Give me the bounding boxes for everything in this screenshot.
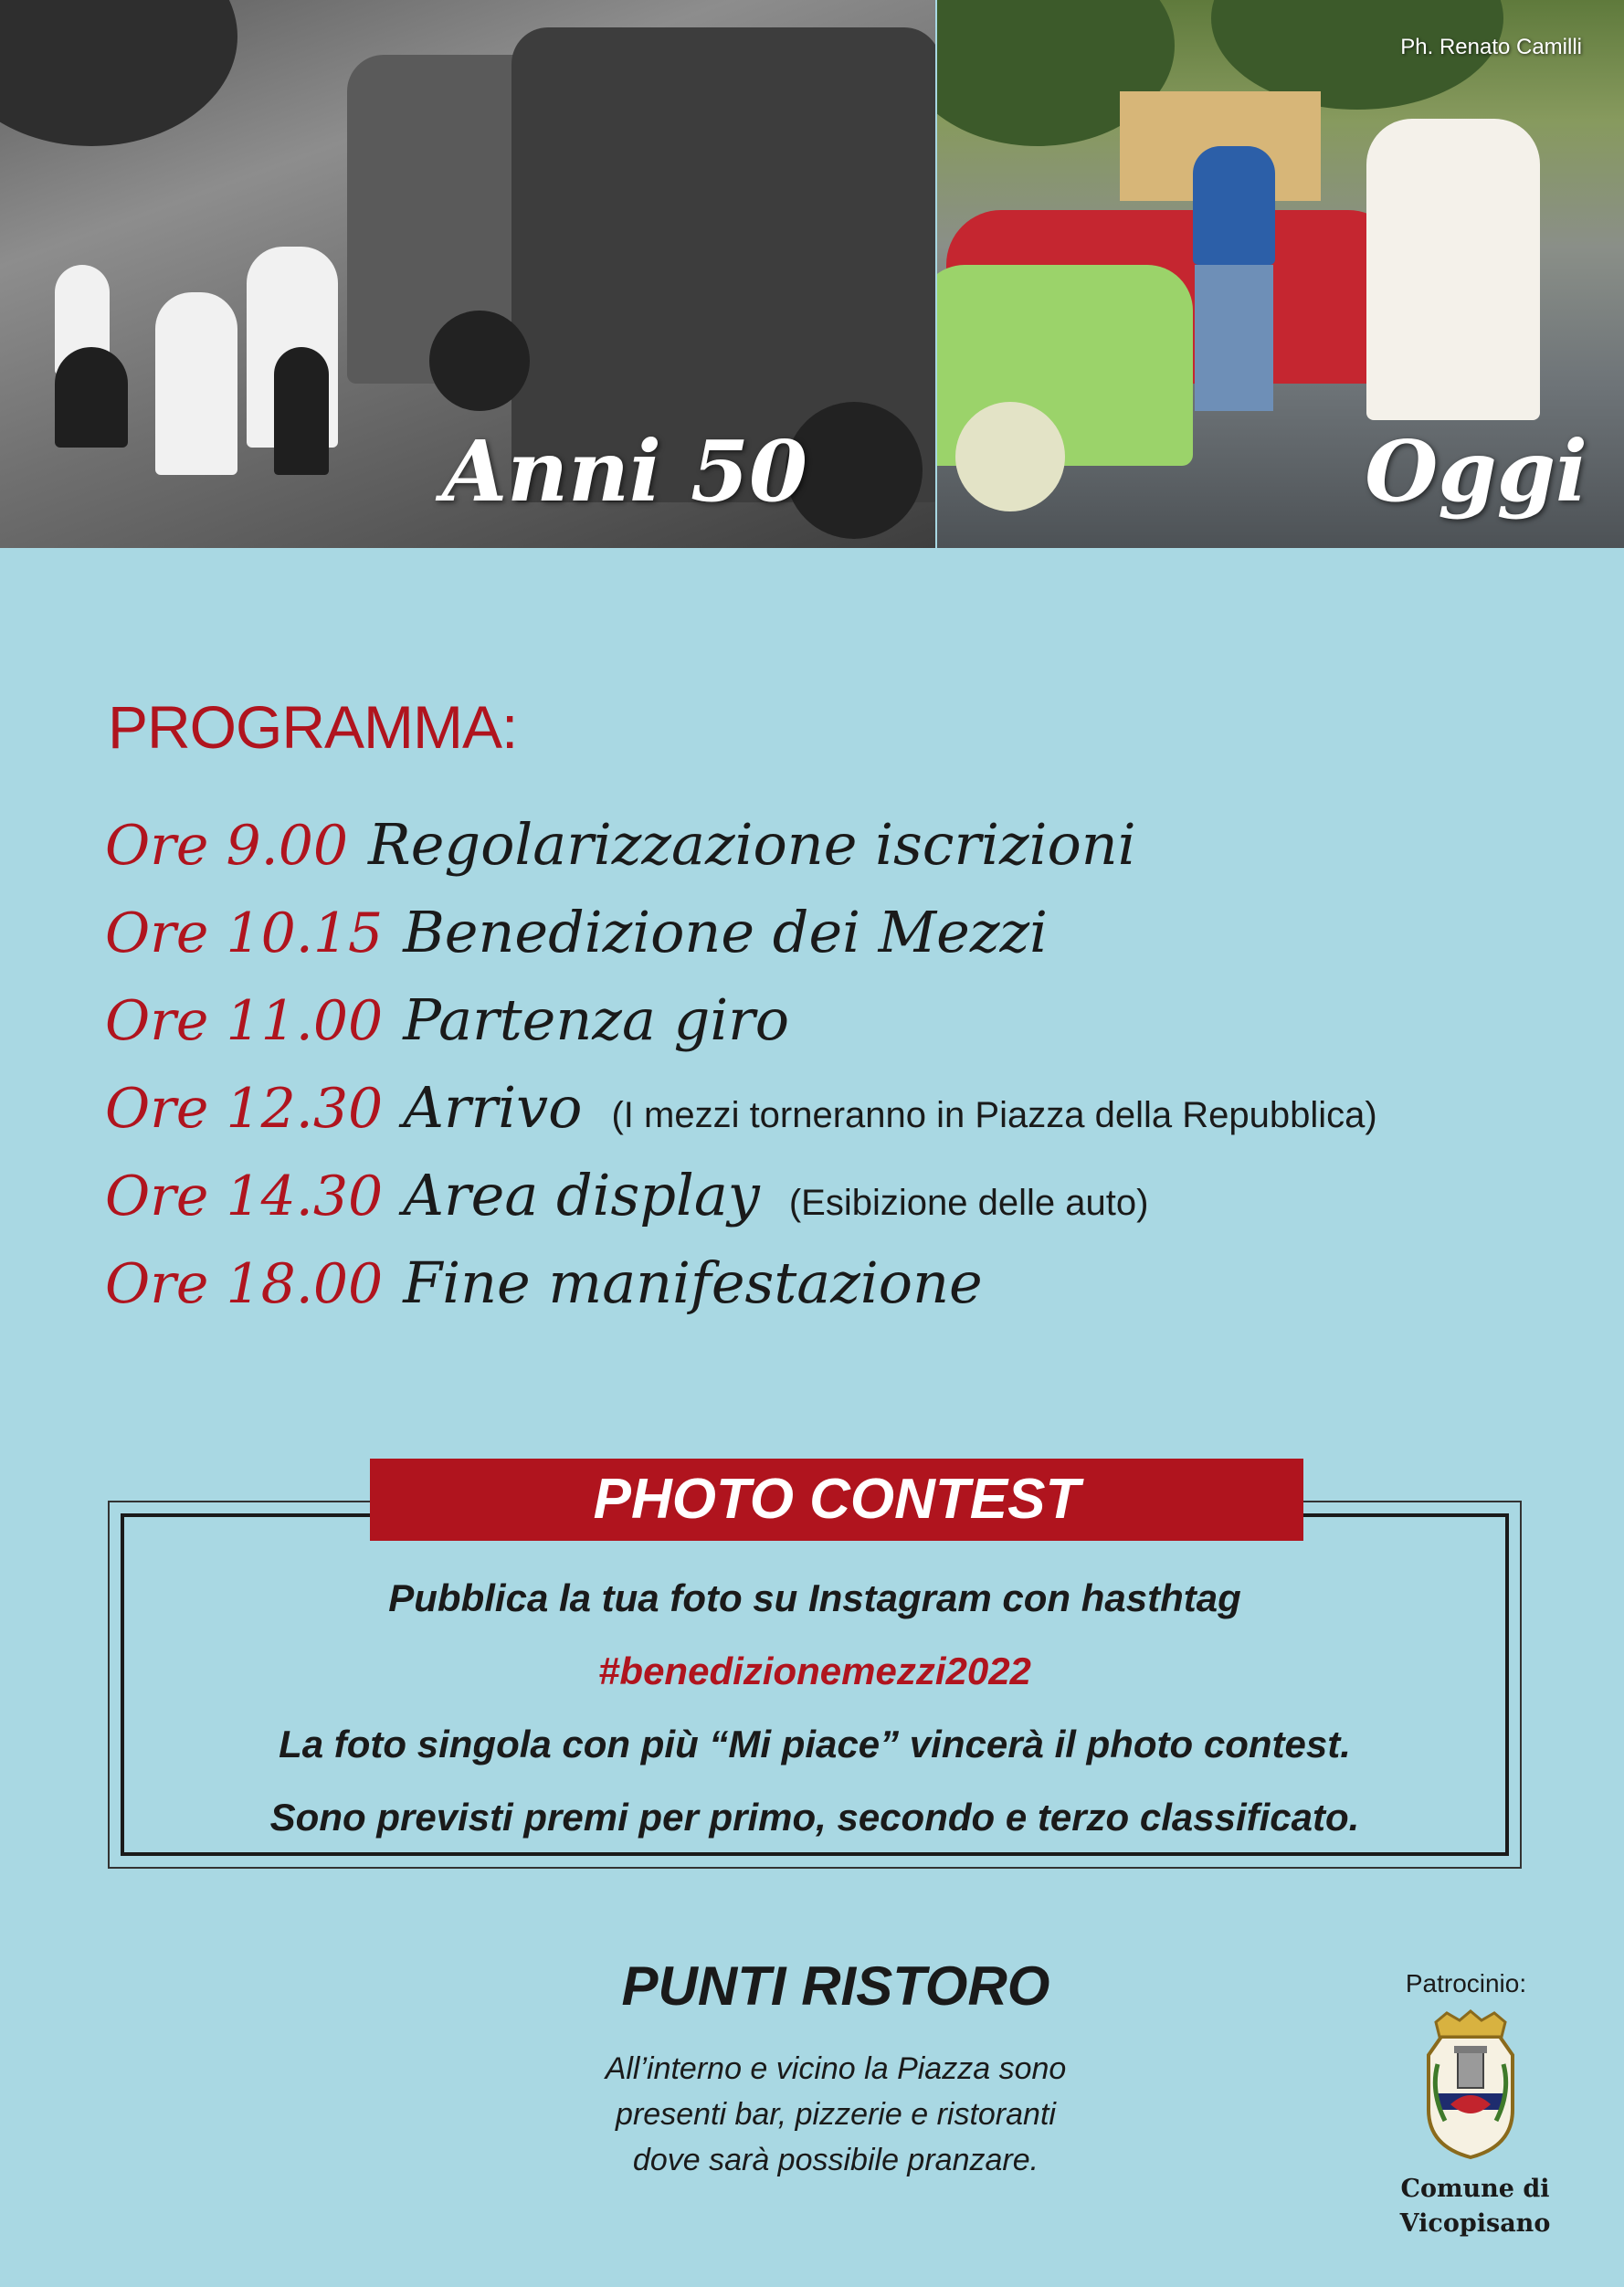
schedule-row [105,811,1566,899]
photo-credit: Ph. Renato Camilli [1400,35,1582,59]
contest-line-1: Pubblica la tua foto su Instagram con hasthtag [388,1576,1241,1619]
schedule-row [105,1162,1566,1249]
schedule-time: Ore 9.00 [105,814,349,878]
photo-oggi [937,0,1624,548]
comune-name-line-2: Vicopisano [1399,2209,1551,2238]
photo-anni-50 [0,0,935,548]
schedule-list [105,811,1566,1337]
schedule-row [105,986,1566,1074]
schedule-time: Ore 14.30 [105,1165,384,1228]
schedule-time: Ore 12.30 [105,1077,384,1141]
contest-title: PHOTO CONTEST [370,1459,1303,1541]
contest-line-2: La foto singola con più “Mi piace” vincerà il photo contest. [279,1723,1351,1765]
schedule-event: Regolarizzazione iscrizioni [368,811,1136,878]
schedule-time: Ore 10.15 [105,901,384,965]
schedule-time: Ore 11.00 [105,989,384,1053]
contest-line-3: Sono previsti premi per primo, secondo e terzo classificato. [269,1796,1360,1839]
ristoro-line: All’interno e vicino la Piazza sono [605,2051,1067,2086]
patrocinio-label: Patrocinio: [1405,1969,1527,1997]
comune-name [1361,2172,1589,2241]
schedule-event: Area display [403,1162,760,1228]
schedule-note: (I mezzi torneranno in Piazza della Repubblica) [611,1095,1377,1135]
schedule-time: Ore 18.00 [105,1252,384,1316]
comune-crest-icon [1414,2009,1527,2163]
schedule-event: Arrivo [403,1074,583,1141]
schedule-note: (Esibizione delle auto) [788,1183,1149,1223]
ristoro-line: presenti bar, pizzerie e ristoranti [616,2097,1056,2132]
schedule-event: Partenza giro [403,986,790,1053]
schedule-event: Fine manifestazione [403,1249,983,1316]
contest-hashtag: #benedizionemezzi2022 [598,1649,1031,1692]
ristoro-line: dove sarà possibile pranzare. [632,2143,1039,2177]
photo-label-right: Oggi [1365,422,1587,521]
header-photos [0,0,1624,548]
schedule-row [105,1074,1566,1162]
schedule-event: Benedizione dei Mezzi [403,899,1049,965]
ristoro-title: PUNTI RISTORO [621,1955,1050,2017]
contest-body [121,1562,1509,1854]
comune-name-line-1: Comune di [1400,2175,1550,2203]
ristoro-description [511,2046,1160,2183]
programma-title: PROGRAMMA: [108,693,518,761]
schedule-row [105,1249,1566,1337]
schedule-row [105,899,1566,986]
photo-label-left: Anni 50 [441,422,807,521]
